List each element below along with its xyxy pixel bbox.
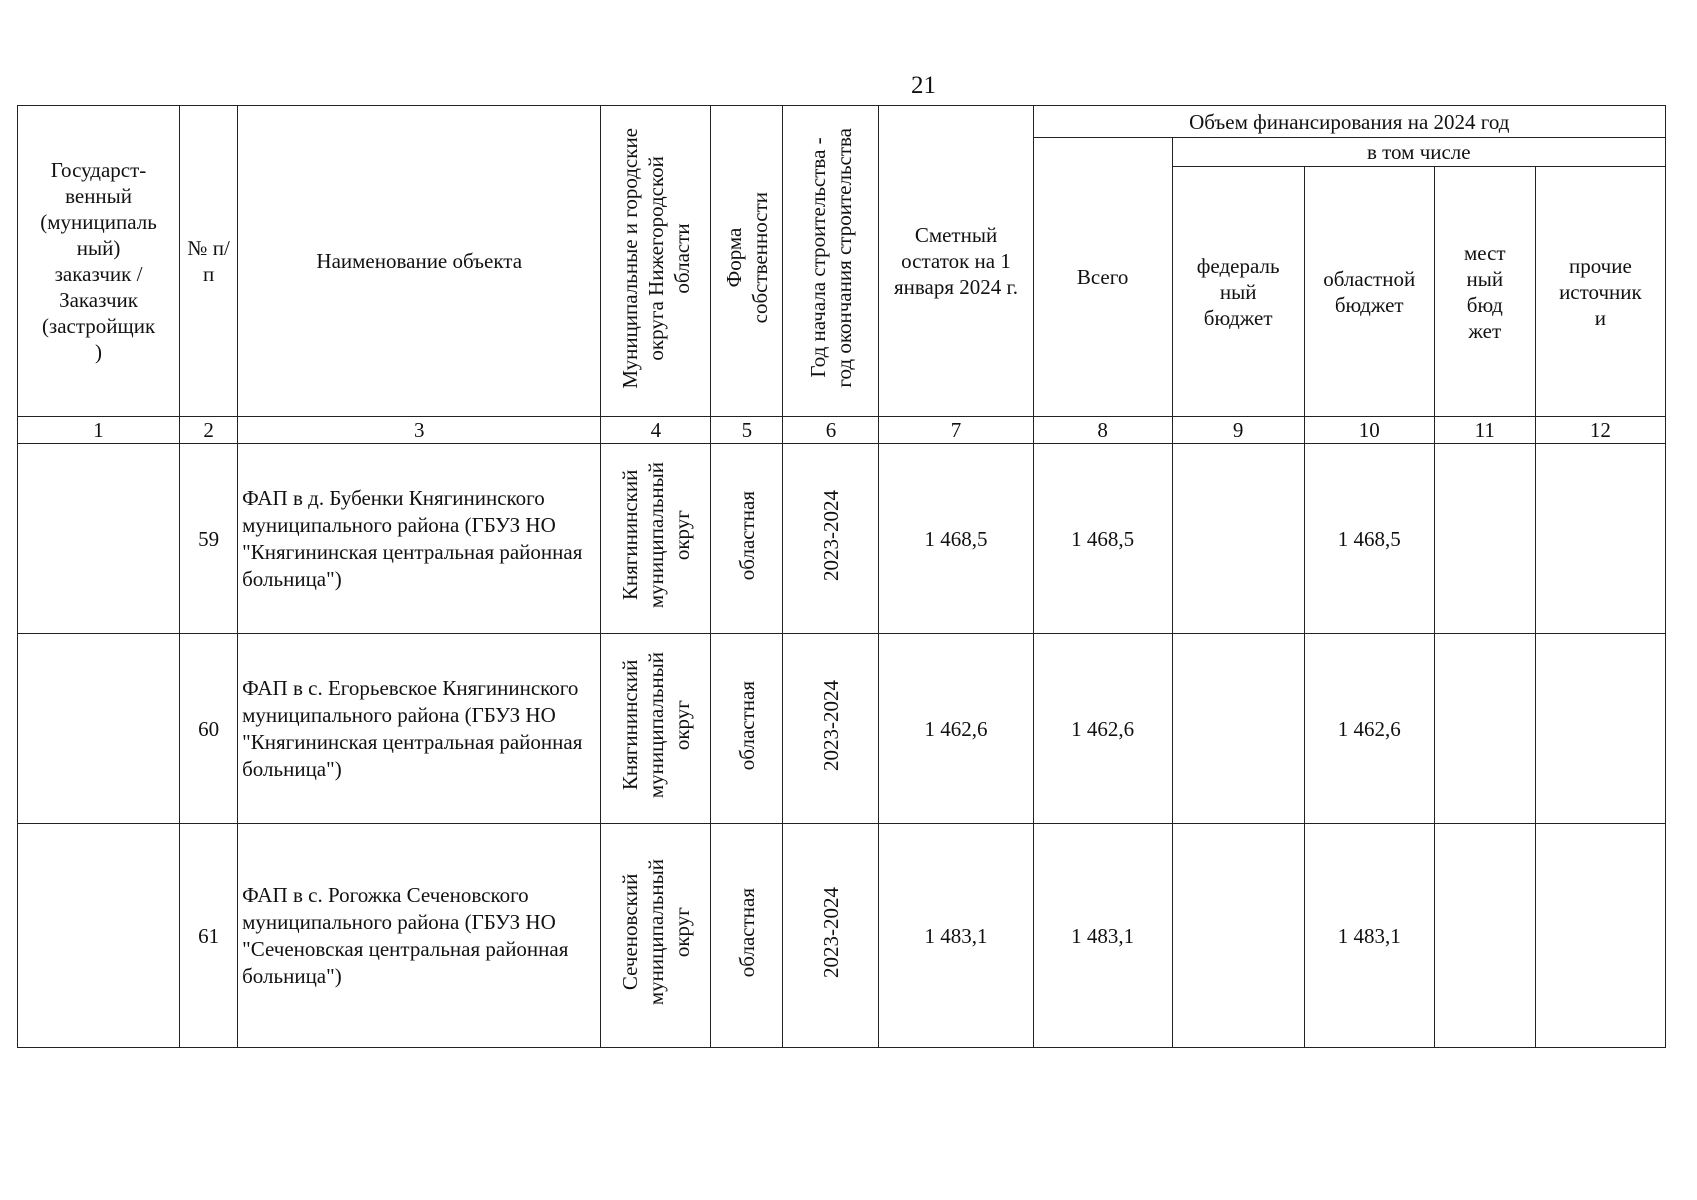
col-num-4: 4	[601, 417, 711, 444]
cell-municipality-text	[617, 859, 695, 1005]
cell-federal	[1172, 444, 1304, 634]
cell-ownership-text: областная	[734, 490, 759, 581]
cell-years-text: 2023-2024	[818, 490, 843, 581]
cell-other	[1535, 444, 1665, 634]
cell-other	[1535, 824, 1665, 1048]
table-row	[18, 444, 1666, 634]
header-customer-l2: (муниципаль	[40, 210, 157, 234]
cell-balance: 1 483,1	[879, 824, 1033, 1048]
cell-municipality	[601, 824, 711, 1048]
header-customer	[18, 106, 180, 417]
header-customer-l5: Заказчик	[59, 288, 139, 312]
header-no-text: № п/п	[187, 236, 230, 286]
cell-municipality-l1: муниципальный	[643, 652, 668, 799]
cell-name-text: ФАП в д. Бубенки Княгининского муниципального района (ГБУЗ НО "Княгининская центральная районная больница")	[242, 485, 583, 591]
cell-municipality-l0: Сеченовский	[617, 874, 642, 991]
header-municipality-l2: области	[669, 222, 694, 294]
cell-customer	[18, 634, 180, 824]
cell-years	[783, 444, 879, 634]
header-other	[1535, 167, 1665, 417]
cell-total: 1 483,1	[1033, 824, 1172, 1048]
header-municipality-text	[617, 128, 695, 389]
cell-name	[238, 444, 601, 634]
header-ownership-l0: Форма	[721, 228, 746, 288]
header-customer-l3: ный)	[76, 236, 121, 260]
cell-name	[238, 824, 601, 1048]
cell-name	[238, 634, 601, 824]
header-balance	[879, 106, 1033, 417]
header-regional	[1304, 167, 1434, 417]
cell-regional: 1 483,1	[1304, 824, 1434, 1048]
cell-ownership	[711, 634, 783, 824]
cell-customer	[18, 444, 180, 634]
cell-municipality-l1: муниципальный	[643, 859, 668, 1006]
cell-years	[783, 634, 879, 824]
cell-municipality-l2: округ	[669, 700, 694, 751]
col-num-2: 2	[180, 417, 238, 444]
header-local	[1434, 167, 1535, 417]
header-years-l0: Год начала строительства -	[805, 137, 830, 379]
col-num-12: 12	[1535, 417, 1665, 444]
header-name	[238, 106, 601, 417]
header-balance-text: Сметный остаток на 1 января 2024 г.	[894, 223, 1019, 299]
cell-ownership-text: областная	[734, 680, 759, 771]
col-num-11: 11	[1434, 417, 1535, 444]
col-num-9: 9	[1172, 417, 1304, 444]
header-financing	[1033, 106, 1665, 138]
cell-municipality-l2: округ	[669, 907, 694, 958]
col-num-5: 5	[711, 417, 783, 444]
cell-regional: 1 462,6	[1304, 634, 1434, 824]
header-customer-l7: )	[95, 340, 103, 364]
cell-balance: 1 462,6	[879, 634, 1033, 824]
header-local-l3: жет	[1468, 318, 1502, 343]
cell-no: 59	[180, 444, 238, 634]
header-local-l2: бюд	[1466, 292, 1503, 317]
header-municipality	[601, 106, 711, 417]
col-num-3: 3	[238, 417, 601, 444]
cell-ownership	[711, 444, 783, 634]
col-num-6: 6	[783, 417, 879, 444]
header-federal	[1172, 167, 1304, 417]
header-total-text: Всего	[1076, 265, 1129, 289]
cell-regional: 1 468,5	[1304, 444, 1434, 634]
financing-table	[17, 105, 1666, 1048]
cell-municipality	[601, 634, 711, 824]
page-number: 21	[911, 72, 936, 99]
header-years	[783, 106, 879, 417]
cell-municipality-l1: муниципальный	[643, 462, 668, 609]
header-customer-l1: венный	[65, 184, 133, 208]
cell-customer	[18, 824, 180, 1048]
header-federal-l2: бюджет	[1203, 305, 1273, 330]
cell-ownership-text: областная	[734, 887, 759, 978]
cell-municipality-l2: округ	[669, 510, 694, 561]
header-ownership-l1: собственности	[747, 192, 772, 324]
cell-name-text: ФАП в с. Рогожка Сеченовского муниципального района (ГБУЗ НО "Сеченовская центральная районная больница")	[242, 882, 569, 988]
header-other-l1: источник	[1559, 279, 1642, 304]
header-name-text: Наименование объекта	[316, 249, 523, 273]
col-num-1: 1	[18, 417, 180, 444]
cell-municipality-l0: Княгининский	[617, 660, 642, 791]
header-years-l1: год окончания строительства	[831, 128, 856, 388]
header-ownership	[711, 106, 783, 417]
cell-local	[1434, 824, 1535, 1048]
column-numbers-row	[18, 417, 1666, 444]
header-other-l0: прочие	[1568, 253, 1632, 278]
header-ownership-text	[721, 192, 773, 323]
header-customer-l0: Государст-	[50, 158, 147, 182]
header-row-1	[18, 106, 1666, 138]
cell-other	[1535, 634, 1665, 824]
cell-federal	[1172, 634, 1304, 824]
header-regional-text: областной бюджет	[1323, 266, 1416, 317]
cell-local	[1434, 634, 1535, 824]
cell-no: 60	[180, 634, 238, 824]
header-no	[180, 106, 238, 417]
cell-ownership	[711, 824, 783, 1048]
cell-municipality-text	[617, 652, 695, 798]
col-num-10: 10	[1304, 417, 1434, 444]
cell-no: 61	[180, 824, 238, 1048]
cell-balance: 1 468,5	[879, 444, 1033, 634]
header-financing-text: Объем финансирования на 2024 год	[1189, 109, 1510, 134]
header-years-text	[805, 128, 857, 388]
cell-federal	[1172, 824, 1304, 1048]
cell-municipality-text	[617, 462, 695, 608]
header-local-l1: ный	[1466, 266, 1504, 291]
cell-municipality-l0: Княгининский	[617, 470, 642, 601]
cell-years	[783, 824, 879, 1048]
header-other-l2: и	[1594, 305, 1607, 330]
header-total	[1033, 138, 1172, 417]
header-municipality-l1: округа Нижегородской	[643, 155, 668, 361]
table-row	[18, 634, 1666, 824]
cell-years-text: 2023-2024	[818, 887, 843, 978]
header-customer-l6: (застройщик	[41, 314, 156, 338]
table-row	[18, 824, 1666, 1048]
cell-local	[1434, 444, 1535, 634]
header-including-text: в том числе	[1366, 140, 1471, 164]
cell-total: 1 468,5	[1033, 444, 1172, 634]
col-num-8: 8	[1033, 417, 1172, 444]
header-local-l0: мест	[1463, 240, 1506, 265]
cell-years-text: 2023-2024	[818, 680, 843, 771]
header-customer-l4: заказчик /	[54, 262, 143, 286]
cell-total: 1 462,6	[1033, 634, 1172, 824]
header-municipality-l0: Муниципальные и городские	[617, 127, 642, 389]
cell-name-text: ФАП в с. Егорьевское Княгининского муниципального района (ГБУЗ НО "Княгининская центральная районная больница")	[242, 675, 583, 781]
header-federal-l0: федераль	[1196, 253, 1280, 278]
col-num-7: 7	[879, 417, 1033, 444]
cell-municipality	[601, 444, 711, 634]
header-including	[1172, 138, 1665, 167]
header-federal-l1: ный	[1219, 279, 1257, 304]
